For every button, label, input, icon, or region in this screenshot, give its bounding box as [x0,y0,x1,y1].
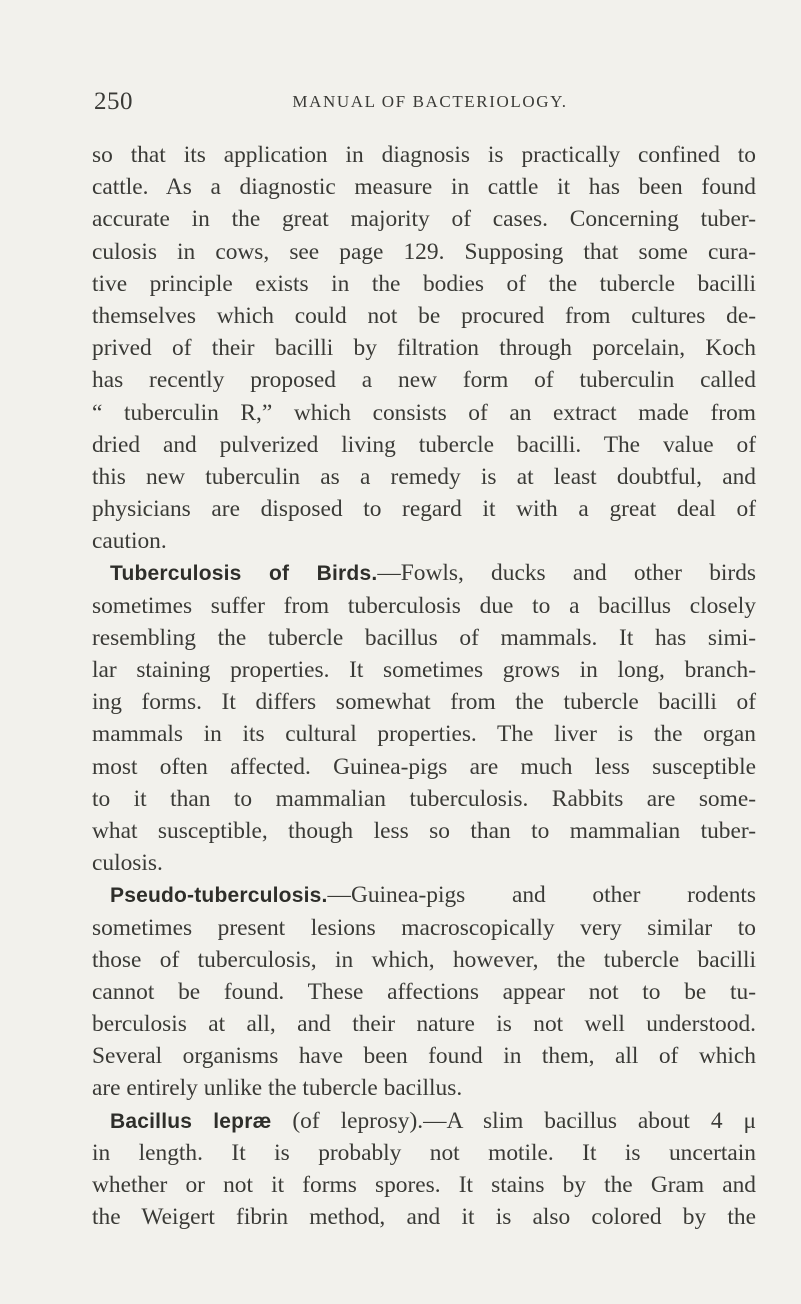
text-line: berculosis at all, and their nature is not well understood. [92,1011,756,1038]
section-heading: Pseudo-tuberculosis. [110,884,328,908]
text-line: dried and pulverized living tubercle bacilli. The value of [92,431,756,458]
text-line: most often affected. Guinea-pigs are much less susceptible [92,753,756,780]
text-line: resembling the tubercle bacillus of mammals. It has simi- [92,624,756,651]
text-line: caution. [92,528,167,555]
text-line: those of tuberculosis, in which, however, the tubercle bacilli [92,946,756,973]
section-heading: Bacillus lepræ [110,1109,272,1133]
text-line: cattle. As a diagnostic measure in cattle it has been found [92,174,756,201]
text-line: cannot be found. These affections appear not to be tu- [92,978,756,1005]
section-heading: Tuberculosis of Birds. [110,562,378,586]
line-text: (of leprosy).—A slim bacillus about 4 μ [271,1107,756,1134]
text-line: themselves which could not be procured from cultures de- [92,302,756,329]
text-line: Several organisms have been found in them, all of which [92,1043,756,1070]
section-heading-line [92,557,756,589]
text-line: in length. It is probably not motile. It is uncertain [92,1139,756,1166]
text-line: culosis. [92,850,163,877]
text-line: prived of their bacilli by filtration through porcelain, Koch [92,335,756,362]
line-text: —Fowls, ducks and other birds [377,560,756,587]
section-heading-line [92,879,756,911]
text-line: accurate in the great majority of cases. Concerning tuber- [92,206,756,233]
body-text [92,139,756,1233]
text-line: what susceptible, though less so than to mammalian tuber- [92,817,756,844]
page-number: 250 [94,88,133,115]
text-line: has recently proposed a new form of tuberculin called [92,367,756,394]
text-line: ing forms. It differs somewhat from the tubercle bacilli of [92,689,756,716]
text-line: to it than to mammalian tuberculosis. Rabbits are some- [92,785,756,812]
text-line: culosis in cows, see page 129. Supposing that some cura- [92,238,756,265]
text-line: physicians are disposed to regard it with a great deal of [92,496,756,523]
text-line: whether or not it forms spores. It stains by the Gram and [92,1172,756,1198]
text-line: so that its application in diagnosis is practically confined to [92,142,756,168]
text-line: are entirely unlike the tubercle bacillus. [92,1075,463,1102]
text-line: this new tuberculin as a remedy is at least doubtful, and [92,463,756,490]
text-line: “ tuberculin R,” which consists of an extract made from [92,399,756,426]
text-line: sometimes present lesions macroscopically very similar to [92,914,756,941]
running-head: MANUAL OF BACTERIOLOGY. [292,92,568,111]
page-header [90,88,730,118]
line-text: —Guinea-pigs and other rodents [327,882,756,909]
section-heading-line [92,1105,756,1137]
text-line: mammals in its cultural properties. The liver is the organ [92,721,756,748]
text-line: lar staining properties. It sometimes grows in long, branch- [92,657,756,683]
text-line: tive principle exists in the bodies of the tubercle bacilli [92,270,756,297]
text-line: the Weigert fibrin method, and it is also colored by the [92,1204,756,1231]
text-line: sometimes suffer from tuberculosis due to a bacillus closely [92,592,756,619]
